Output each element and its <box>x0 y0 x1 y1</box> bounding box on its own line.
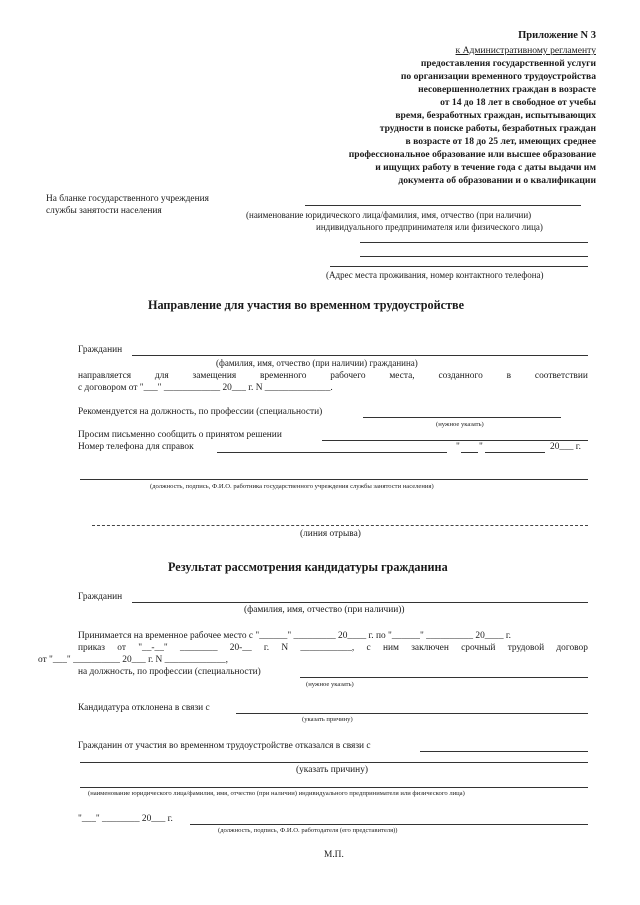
phone-date-day-line[interactable] <box>461 452 478 453</box>
rejected-label: Кандидатура отклонена в связи с <box>78 703 210 713</box>
employer-name-line[interactable] <box>80 787 588 788</box>
contract-line: с договором от "___" ____________ 20___ г. N ______________. <box>78 383 333 393</box>
address-line-3[interactable] <box>330 266 588 267</box>
accepted-line: Принимается на временное рабочее место с "______" _________ 20____ г. по "______" __________ 20____ г. <box>78 631 511 641</box>
employer-date: "___" ________ 20___ г. <box>78 814 173 824</box>
recipient-caption: индивидуального предпринимателя или физического лица) <box>316 222 543 232</box>
phone-label: Номер телефона для справок <box>78 442 194 452</box>
refused-reason-line[interactable] <box>420 751 588 752</box>
employer-signature-line[interactable] <box>190 824 588 825</box>
recipient-caption: (наименование юридического лица/фамилия, имя, отчество (при наличии) <box>246 210 532 220</box>
employer-caption: (наименование юридического лица/фамилия, имя, отчество (при наличии) индивидуального предпринимателя или физического лица) <box>88 790 465 797</box>
appendix-line: время, безработных граждан, испытывающих <box>395 110 596 121</box>
appendix-line: и ищущих работу в течение года с даты выдачи им <box>375 162 596 173</box>
citizen-fio-caption: (фамилия, имя, отчество (при наличии) гражданина) <box>216 358 418 368</box>
appendix-line: предоставления государственной услуги <box>420 58 596 69</box>
employer-signature-caption: (должность, подпись, Ф.И.О. работодателя (его представителя)) <box>218 827 398 834</box>
phone-date-quote: " <box>479 442 483 452</box>
letterhead-note-line1: На бланке государственного учреждения <box>46 194 209 204</box>
phone-date-quote: " <box>456 442 460 452</box>
appendix-line: к Административному регламенту <box>455 45 596 56</box>
phone-date-year: 20___ г. <box>550 442 581 452</box>
appendix-line: профессиональное образование или высшее образование <box>348 149 596 160</box>
decision-line[interactable] <box>322 440 588 441</box>
request-label: Просим письменно сообщить о принятом решении <box>78 430 282 440</box>
refused-reason-caption: (указать причину) <box>296 765 369 775</box>
result-heading: Результат рассмотрения кандидатуры гражданина <box>168 560 448 574</box>
employee-signature-line[interactable] <box>80 479 588 480</box>
appendix-line: трудности в поиске работы, безработных граждан <box>379 123 596 134</box>
appendix-line: документа об образовании и о квалификации <box>398 175 596 186</box>
stamp-placeholder: М.П. <box>324 850 344 860</box>
directed-line: направляется для замещения временного рабочего места, созданного в соответствии <box>78 371 588 381</box>
appendix-line: по организации временного трудоустройства <box>400 71 596 82</box>
position-label: на должность, по профессии (специальности) <box>78 667 261 677</box>
tear-line <box>92 525 588 526</box>
position-line[interactable] <box>300 677 588 678</box>
recommended-label: Рекомендуется на должность, по профессии (специальности) <box>78 407 323 417</box>
address-line-2[interactable] <box>360 256 588 257</box>
rejected-reason-line[interactable] <box>236 713 588 714</box>
recipient-name-line[interactable] <box>305 205 581 206</box>
appendix-line: несовершеннолетних граждан в возрасте <box>418 84 596 95</box>
rejected-reason-caption: (указать причину) <box>302 716 353 723</box>
tear-caption: (линия отрыва) <box>300 529 361 539</box>
phone-line[interactable] <box>217 452 447 453</box>
address-line-1[interactable] <box>360 242 588 243</box>
refused-label: Гражданин от участия во временном трудоустройстве отказался в связи с <box>78 741 371 751</box>
citizen-label: Гражданин <box>78 345 123 355</box>
result-citizen-line[interactable] <box>132 602 588 603</box>
appendix-line: от 14 до 18 лет в свободное от учебы <box>440 97 596 108</box>
address-caption: (Адрес места проживания, номер контактного телефона) <box>326 270 544 280</box>
employee-signature-caption: (должность, подпись, Ф.И.О. работника государственного учреждения службы занятости населения) <box>150 483 434 490</box>
order-line: приказ от "__-__" ________ 20-__ г. N ___________, с ним заключен срочный трудовой договор <box>78 643 588 653</box>
appendix-line: в возрасте от 18 до 25 лет, имеющих среднее <box>405 136 596 147</box>
recommended-position-line[interactable] <box>363 417 561 418</box>
appendix-title: Приложение N 3 <box>518 30 596 41</box>
result-fio-caption: (фамилия, имя, отчество (при наличии)) <box>244 605 405 615</box>
result-citizen-label: Гражданин <box>78 592 123 602</box>
position-specify-caption: (нужное указать) <box>306 681 354 688</box>
phone-date-month-line[interactable] <box>485 452 545 453</box>
from-line: от "___" __________ 20___ г. N _____________, <box>38 655 228 665</box>
citizen-name-line[interactable] <box>132 355 588 356</box>
specify-caption: (нужное указать) <box>436 421 484 428</box>
letterhead-note-line2: службы занятости населения <box>46 206 162 216</box>
refused-reason-line-2[interactable] <box>80 762 588 763</box>
referral-heading: Направление для участия во временном трудоустройстве <box>148 298 465 312</box>
